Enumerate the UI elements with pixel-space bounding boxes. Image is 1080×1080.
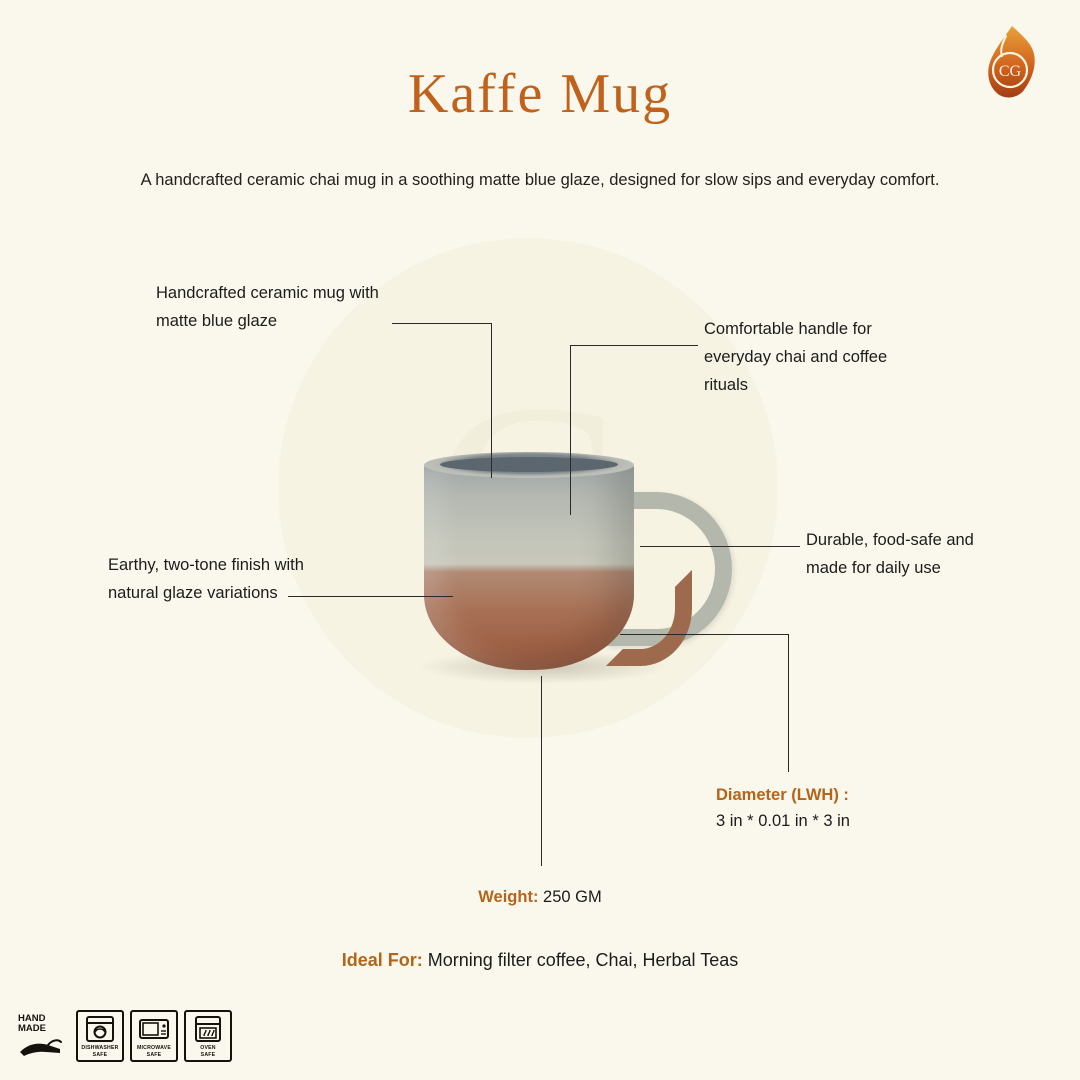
badge-dishwasher-line1: DISHWASHER <box>81 1045 119 1051</box>
spec-weight <box>0 884 1080 910</box>
leader-line-diameter-v <box>788 634 789 772</box>
badge-microwave <box>130 1010 178 1062</box>
badge-microwave-line2: SAFE <box>146 1051 162 1058</box>
spec-ideal-label: Ideal For: <box>341 950 423 970</box>
oven-icon <box>193 1012 223 1045</box>
callout-durability: Durable, food-safe and made for daily use <box>806 531 974 578</box>
badge-oven-line2: SAFE <box>200 1051 216 1058</box>
leader-line-durability-h <box>640 546 800 547</box>
badge-handmade-text <box>18 1014 46 1034</box>
badge-dishwasher-text <box>81 1045 118 1058</box>
spec-diameter <box>716 782 1016 835</box>
badge-oven <box>184 1010 232 1062</box>
badge-microwave-line1: MICROWAVE <box>137 1045 171 1051</box>
spec-diameter-label: Diameter (LWH) : <box>716 786 849 804</box>
callout-finish: Earthy, two-tone finish with natural glaze variations <box>108 556 304 603</box>
spec-ideal-value: Morning filter coffee, Chai, Herbal Teas <box>427 950 739 970</box>
spec-ideal-for <box>0 946 1080 975</box>
svg-text:CG: CG <box>998 63 1022 80</box>
badge-oven-line1: OVEN <box>200 1045 216 1051</box>
leader-line-finish-h <box>288 596 453 597</box>
hand-icon <box>18 1036 62 1058</box>
leader-line-diameter-h <box>620 634 788 635</box>
badge-handmade <box>18 1010 70 1062</box>
care-badges <box>18 1010 232 1062</box>
leader-line-handle-v <box>570 345 571 515</box>
badge-handmade-line1: HAND <box>18 1013 46 1025</box>
microwave-icon <box>138 1012 170 1045</box>
badge-dishwasher <box>76 1010 124 1062</box>
leader-line-material-v <box>491 323 492 478</box>
spec-diameter-value: 3 in * 0.01 in * 3 in <box>716 812 850 831</box>
leader-line-handle-h <box>570 345 698 346</box>
badge-handmade-line2: MADE <box>18 1023 46 1034</box>
badge-oven-text <box>200 1045 216 1058</box>
badge-microwave-text <box>137 1045 171 1058</box>
product-description: A handcrafted ceramic chai mug in a soothing matte blue glaze, designed for slow sips and everyday comfort. <box>140 171 940 189</box>
page-title: Kaffe Mug <box>407 63 673 125</box>
badge-dishwasher-line2: SAFE <box>92 1051 108 1058</box>
callout-material: Handcrafted ceramic mug with matte blue glaze <box>156 284 379 331</box>
callout-handle: Comfortable handle for everyday chai and coffee rituals <box>704 320 888 395</box>
spec-weight-value: 250 GM <box>543 888 602 906</box>
mug-body <box>424 460 634 670</box>
spec-weight-label: Weight: <box>478 888 539 906</box>
dishwasher-icon <box>85 1012 115 1045</box>
leader-line-weight-v <box>541 676 542 866</box>
mug-rim-inner <box>440 457 618 472</box>
leader-line-material-h <box>392 323 492 324</box>
